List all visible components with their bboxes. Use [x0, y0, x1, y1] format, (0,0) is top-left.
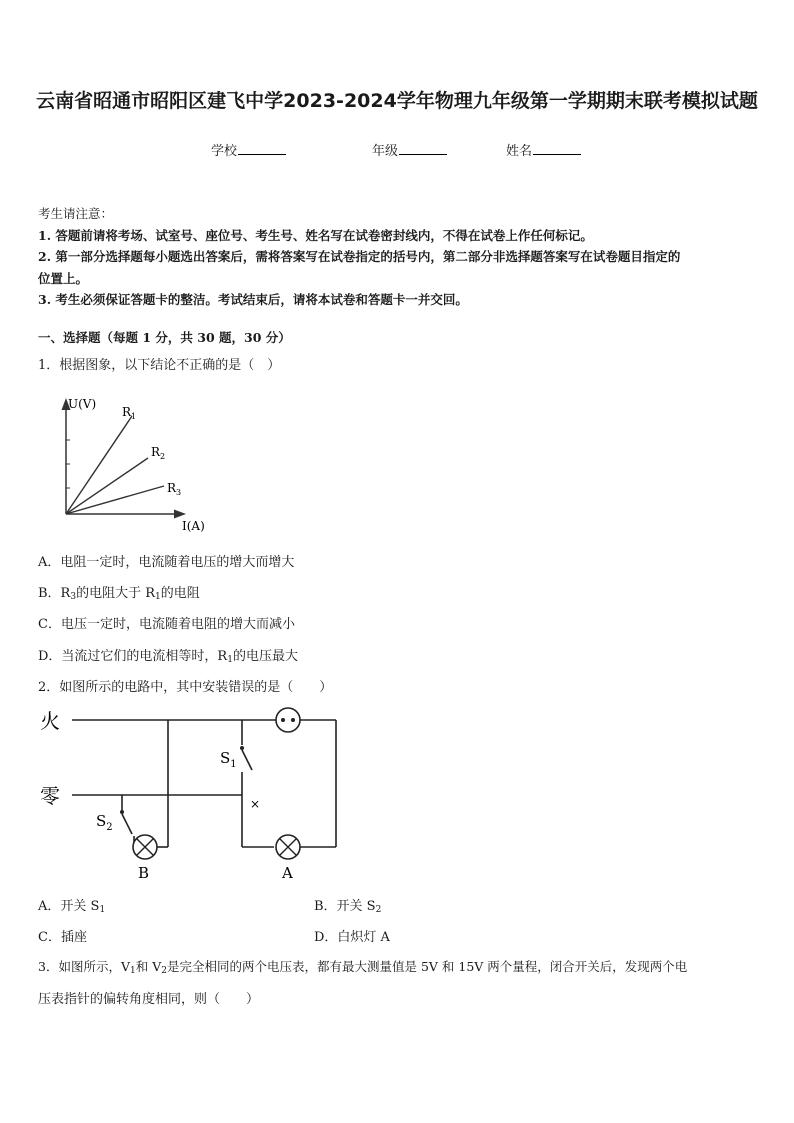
exam-title: 云南省昭通市昭阳区建飞中学2023-2024学年物理九年级第一学期期末联考模拟试题	[36, 90, 758, 112]
neutral-wire-label: 零	[40, 784, 60, 808]
section-heading: 一、选择题（每题 1 分，共 30 题，30 分）	[38, 330, 291, 345]
q1-label-r2: $R_2$	[151, 445, 166, 461]
q1-option-b[interactable]: B．$R_3$的电阻大于 $R_1$的电阻	[38, 586, 200, 602]
q2-option-b[interactable]: B．开关 $S_2$	[314, 899, 382, 915]
socket-icon	[276, 708, 300, 732]
notice-item-1: 1. 答题前请将考场、试室号、座位号、考生号、姓名写在试卷密封线内，不得在试卷上作任何标记。	[38, 227, 593, 243]
q2-stem: 2．如图所示的电路中，其中安装错误的是（ ）	[38, 680, 333, 695]
q1-graph	[40, 392, 220, 534]
wrong-mark-icon: ×	[250, 797, 261, 811]
q1-ylabel: U(V)	[68, 397, 97, 411]
school-label: 学校	[211, 144, 238, 159]
lamp-a-label: A	[282, 864, 293, 882]
q1-option-c[interactable]: C．电压一定时，电流随着电阻的增大而减小	[38, 617, 295, 632]
school-field	[211, 140, 286, 159]
q1-label-r1: $R_1$	[122, 405, 137, 421]
q1-line-r2	[66, 458, 148, 514]
grade-label: 年级	[372, 144, 399, 159]
notice-block	[38, 203, 768, 311]
grade-blank[interactable]	[399, 142, 447, 155]
switch-s2-icon	[122, 814, 132, 834]
lamp-b-label: B	[138, 864, 150, 882]
q1-option-d[interactable]: D．当流过它们的电流相等时，$R_1$的电压最大	[38, 649, 298, 665]
q1-xlabel: I(A)	[182, 519, 205, 533]
switch-s1-icon	[242, 750, 252, 770]
q1-line-r1	[66, 416, 132, 514]
q2-circuit	[30, 700, 360, 886]
q1-label-r3: $R_3$	[167, 481, 182, 497]
q1-option-a[interactable]: A．电阻一定时，电流随着电压的增大而增大	[38, 555, 295, 570]
q3-stem-line2: 压表指针的偏转角度相同，则（ ）	[38, 992, 260, 1007]
q2-option-d[interactable]: D．白炽灯 A	[314, 930, 390, 945]
s1-label: $S_1$	[220, 749, 237, 770]
q1-line-r3	[66, 486, 164, 514]
name-field	[506, 140, 581, 159]
school-blank[interactable]	[238, 142, 286, 155]
name-label: 姓名	[506, 144, 533, 159]
name-blank[interactable]	[533, 142, 581, 155]
q1-stem: 1．根据图象，以下结论不正确的是（ ）	[38, 358, 281, 373]
notice-heading: 考生请注意：	[38, 206, 114, 221]
q2-option-c[interactable]: C．插座	[38, 930, 87, 945]
notice-item-3: 3. 考生必须保证答题卡的整洁。考试结束后，请将本试卷和答题卡一并交回。	[38, 292, 468, 307]
notice-item-2-cont: 位置上。	[38, 270, 89, 286]
grade-field	[372, 140, 447, 159]
live-wire-label: 火	[40, 709, 60, 733]
q3-stem-line1: 3．如图所示，$V_1$和 $V_2$是完全相同的两个电压表，都有最大测量值是 5V 和 15V 两个量程，闭合开关后，发现两个电	[38, 959, 688, 976]
s2-label: $S_2$	[96, 812, 113, 833]
notice-item-2: 2. 第一部分选择题每小题选出答案后，需将答案写在试卷指定的括号内，第二部分非选择题答案写在试卷题目指定的	[38, 249, 681, 264]
q2-option-a[interactable]: A．开关 $S_1$	[38, 899, 106, 915]
